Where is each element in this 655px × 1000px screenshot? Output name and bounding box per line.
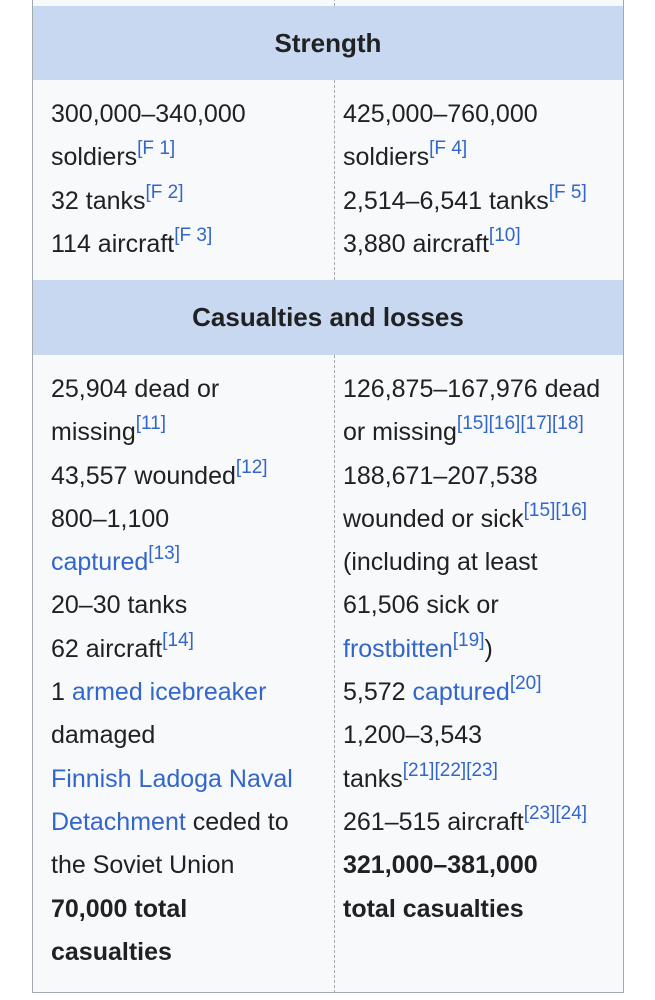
cas-left-detachment-2 [51, 801, 334, 844]
cas-right-frostbitten [343, 628, 623, 671]
ref-link[interactable]: [10] [488, 224, 521, 246]
aircraft-text: 3,880 aircraft [343, 229, 489, 258]
close-paren: ) [484, 634, 493, 663]
casualties-heading [33, 280, 623, 355]
ref-sup [453, 630, 485, 651]
cas-left-dead-2 [51, 411, 334, 454]
strength-soviet-cell [334, 80, 623, 280]
cas-left-total-1 [51, 888, 334, 931]
ref-sup [137, 138, 175, 159]
frostbitten-link[interactable]: frostbitten [343, 634, 453, 663]
cas-left-captured-value: 800–1,100 [51, 504, 170, 533]
ref-link[interactable]: [11] [135, 413, 167, 435]
cas-left-total-2 [51, 931, 334, 974]
ceded-text: ceded to [185, 807, 289, 836]
strength-left-aircraft [51, 223, 334, 266]
ref-link[interactable]: [14] [162, 629, 194, 651]
ref-sup [162, 630, 194, 651]
casualties-soviet-cell [334, 355, 623, 993]
cas-left-damaged: damaged [51, 721, 156, 750]
cas-right-tanks-2 [343, 758, 623, 801]
cas-right-dead-2 [343, 411, 623, 454]
captured-count: 5,572 [343, 678, 406, 707]
aircraft-text: 114 aircraft [51, 229, 175, 258]
cas-left-detachment-1 [51, 758, 334, 801]
ref-link[interactable]: [21] [402, 759, 435, 781]
total-text-2: casualties [51, 937, 172, 966]
ref-sup [236, 457, 268, 478]
ref-link[interactable]: [15] [523, 499, 556, 521]
casualties-finland-cell [33, 355, 334, 993]
armed-icebreaker-link[interactable]: armed icebreaker [71, 678, 267, 707]
ref-link[interactable]: [15] [456, 413, 489, 435]
strength-left-tanks [51, 180, 334, 223]
ref-sup [148, 543, 180, 564]
ref-sup [549, 182, 587, 203]
total-text: 70,000 total [51, 894, 188, 923]
ref-link[interactable]: [F 3] [174, 224, 213, 246]
cas-right-wounded-2 [343, 498, 623, 541]
strength-right-soldiers-value: 425,000–760,000 [343, 100, 538, 128]
ref-link[interactable]: [17] [520, 413, 553, 435]
soldiers-label: soldiers [343, 143, 430, 172]
cas-right-tanks-1: 1,200–3,543 [343, 721, 483, 750]
strength-left-soldiers [51, 136, 334, 179]
missing-text: missing [51, 418, 136, 447]
cas-left-aircraft [51, 628, 334, 671]
cas-right-aircraft [343, 801, 623, 844]
ref-link[interactable]: [24] [555, 802, 588, 824]
or-missing-text: or missing [343, 418, 457, 447]
ref-sup [457, 413, 584, 434]
casualties-row [33, 355, 623, 993]
ref-link[interactable]: [23] [466, 759, 498, 781]
strength-right-aircraft [343, 223, 623, 266]
cas-left-captured [51, 541, 334, 584]
ref-sup [524, 500, 587, 521]
casualties-heading-text: Casualties and losses [192, 302, 464, 332]
strength-row [33, 80, 623, 280]
strength-heading-text: Strength [274, 27, 382, 58]
ref-link[interactable]: [13] [148, 543, 180, 565]
ref-link[interactable]: [18] [552, 413, 584, 435]
icebreaker-count: 1 [51, 678, 65, 707]
wounded-sick-text: wounded or sick [343, 504, 524, 533]
cas-right-total-1 [343, 844, 623, 887]
soldiers-label: soldiers [51, 143, 138, 172]
tanks-text: tanks [343, 764, 403, 793]
cas-right-total-2 [343, 888, 623, 931]
cas-right-dead-1: 126,875–167,976 dead [343, 375, 601, 403]
aircraft-text: 62 aircraft [51, 634, 163, 663]
total-text: 321,000–381,000 [343, 851, 538, 880]
tanks-text: 2,514–6,541 tanks [343, 186, 549, 215]
ref-link[interactable]: [16] [555, 499, 588, 521]
tanks-text: 32 tanks [51, 186, 146, 215]
cas-left-soviet-union: the Soviet Union [51, 851, 235, 880]
wounded-text: 43,557 wounded [51, 461, 236, 490]
cas-left-dead-1: 25,904 dead or [51, 375, 220, 403]
ref-sup [429, 138, 467, 159]
ref-link[interactable]: [20] [509, 673, 542, 695]
total-text-2: total casualties [343, 894, 524, 923]
ref-sup [489, 225, 521, 246]
ladoga-detachment-link-2[interactable]: Detachment [51, 807, 186, 836]
ref-link[interactable]: [F 5] [548, 181, 587, 203]
ref-link[interactable]: [F 1] [137, 138, 176, 160]
ref-link[interactable]: [12] [235, 456, 268, 478]
ref-link[interactable]: [F 2] [145, 181, 184, 203]
ref-sup [524, 803, 587, 824]
strength-right-tanks [343, 180, 623, 223]
cas-right-including-2: 61,506 sick or [343, 591, 499, 620]
strength-left-soldiers-value: 300,000–340,000 [51, 100, 246, 128]
strength-finland-cell [33, 80, 334, 280]
ref-link[interactable]: [19] [452, 629, 485, 651]
aircraft-text: 261–515 aircraft [343, 807, 524, 836]
ladoga-detachment-link[interactable]: Finnish Ladoga Naval [51, 764, 293, 793]
ref-sup [174, 225, 212, 246]
ref-sup [510, 673, 542, 694]
ref-link[interactable]: [16] [488, 413, 521, 435]
infobox-table [32, 0, 624, 993]
ref-link[interactable]: [22] [434, 759, 467, 781]
ref-sup [136, 413, 166, 434]
strength-right-soldiers [343, 136, 623, 179]
cas-left-icebreaker [51, 671, 334, 714]
captured-link[interactable]: captured [51, 548, 149, 577]
cas-right-including-1: (including at least [343, 548, 538, 577]
ref-link[interactable]: [23] [523, 802, 556, 824]
cas-right-captured [343, 671, 623, 714]
ref-sup [146, 182, 184, 203]
cas-left-wounded [51, 455, 334, 498]
cas-left-tanks: 20–30 tanks [51, 591, 188, 620]
ref-link[interactable]: [F 4] [429, 138, 468, 160]
captured-link[interactable]: captured [412, 678, 510, 707]
ref-sup [403, 760, 498, 781]
cas-right-wounded-1: 188,671–207,538 [343, 461, 538, 490]
strength-heading [33, 6, 623, 80]
